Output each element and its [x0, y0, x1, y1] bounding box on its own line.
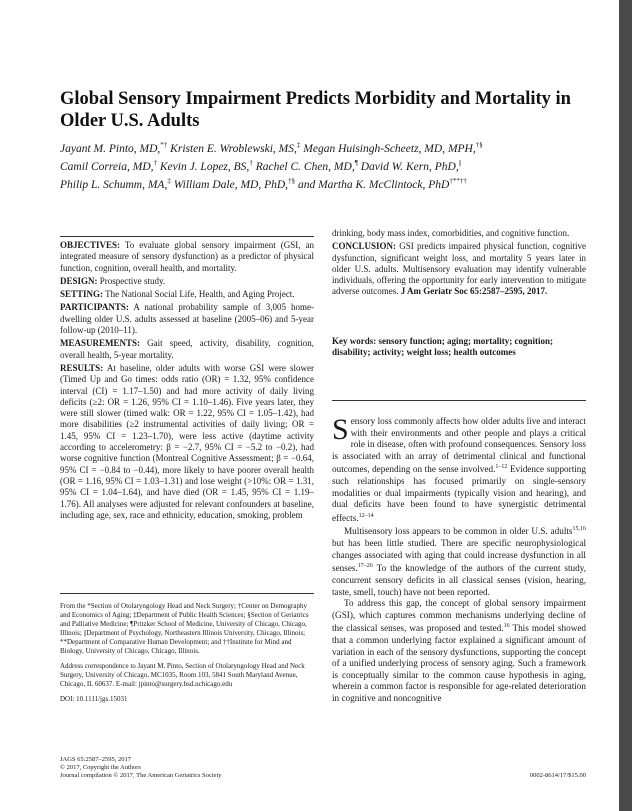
abstract-participants: PARTICIPANTS: A national probability sample of 3,005 home-dwelling older U.S. adults assessed at baseline (2005–06) and 5-year follow-up (2010–11). — [60, 302, 314, 336]
author: William Dale, MD, PhD,†§ — [173, 177, 296, 192]
author: and Martha K. McClintock, PhD†**†† — [297, 177, 467, 192]
author: Camil Correia, MD,† — [60, 159, 157, 174]
abstract-conclusion: CONCLUSION: GSI predicts impaired physical function, cognitive dysfunction, significant weight loss, and mortality 5 years later in older U.S. adults. Multisensory evaluation may identify vulnerable individuals, offering the opportunity for early intervention to mitigate adverse outcomes. J Am Geriatr Soc 65:2587–2595, 2017. — [332, 241, 586, 297]
abstract-objectives: OBJECTIVES: To evaluate global sensory impairment (GSI, an integrated measure of sensory dysfunction) as a predictor of physical function, cognition, overall health, and mortality. — [60, 240, 315, 273]
affiliation-top-rule — [60, 593, 314, 594]
paper-title: Global Sensory Impairment Predicts Morbidity and Mortality in Older U.S. Adults — [60, 89, 571, 131]
body-text — [332, 413, 586, 705]
issn-code: 0002-8614/17/$15.00 — [529, 772, 586, 779]
author: Jayant M. Pinto, MD,*† — [60, 141, 168, 155]
author: Rachel C. Chen, MD,¶ — [255, 159, 358, 174]
abstract-setting: SETTING: The National Social Life, Health, and Aging Project. — [60, 289, 295, 300]
body-paragraph: Multisensory loss appears to be common in older U.S. adults$^{15,16}$ but has been little studied. There are specific neurophysiological changes associated with aging that could increase dysfunction in all senses.$^{17-26}$ To the knowledge of the authors of the current study, concurrent sensory deficits in all classical senses (vision, hearing, taste, smell, touch) have not been reported. — [332, 526, 586, 597]
affiliation-list: From the *Section of Otolaryngology Head and Neck Surgery; †Center on Demography and Economics of Aging; ‡Department of Public Health Sciences; §Section of Geriatrics and Palliative Medicine; ¶Pritzker School of Medicine, University of Chicago, Chicago, Illinois; ||Department of Psychology, Northeastern Illinois University, Chicago, Illinois; **Department of Comparative Human Development; and ††Institute for Mind and Biology, University of Chicago, Chicago, Illinois. — [60, 602, 309, 655]
compilation-line: Journal compilation © 2017, The American Geriatrics Society — [60, 772, 222, 779]
abstract-top-rule — [60, 236, 314, 237]
abstract-right-column — [332, 228, 586, 300]
journal-footer — [60, 756, 320, 780]
abstract-measurements: MEASUREMENTS: Gait speed, activity, disability, cognition, overall health, 5-year mortality. — [60, 338, 314, 360]
abstract-results-continued: drinking, body mass index, comorbidities, and cognitive function. — [332, 228, 570, 238]
body-paragraph: To address this gap, the concept of global sensory impairment (GSI), which captures common mechanisms underlying decline of the classical senses, was proposed and tested.$^{16}$ This model showed that a common underlying factor explained a significant amount of variation in each of the sensory dysfunctions, supporting the concept of a unified underlying process of sensory aging. Such a framework is conceptually similar to the common cause hypothesis in aging, wherein a common factor is responsible for age-related deterioration in cognitive and noncognitive — [332, 598, 586, 703]
author: Kevin J. Lopez, BS,† — [159, 159, 253, 174]
viewer-background — [619, 0, 632, 811]
author-list — [60, 138, 560, 193]
affiliations — [60, 602, 314, 710]
body-paragraph: Sensory loss commonly affects how older adults live and interact with their environments and other people and plays a critical role in disease, often with profound consequences. Sensory loss is associated with an array of detrimental clinical and functional outcomes, depending on the sense involved.$^{1-12}$ Evidence supporting such relationships has focused primarily on single-sensory modalities or dual impairments (typically vision and hearing), and dual deficits have been found to have synergistic detrimental effects.$^{12-14}$ — [332, 413, 586, 523]
doi: DOI: 10.1111/jgs.15031 — [60, 695, 128, 703]
keywords: Key words: sensory function; aging; mortality; cognition; disability; activity; weight loss; health outcomes — [332, 336, 553, 358]
author: Megan Huisingh-Scheetz, MD, MPH,†§ — [303, 141, 483, 155]
journal-citation: JAGS 65:2587–2595, 2017 — [60, 756, 131, 763]
drop-cap: S — [332, 413, 349, 446]
copyright-line: © 2017, Copyright the Authors — [60, 764, 141, 771]
abstract-left-column — [60, 240, 314, 523]
keywords-bottom-rule — [332, 400, 586, 401]
author: Philip L. Schumm, MA,‡ — [60, 177, 171, 192]
abstract-design: DESIGN: Prospective study. — [60, 275, 166, 286]
author: Kristen E. Wroblewski, MS,‡ — [170, 141, 301, 155]
author: David W. Kern, PhD,|| — [360, 159, 462, 174]
abstract-results: RESULTS: At baseline, older adults with worse GSI were slower (Timed Up and Go times: odds ratio (OR) = 1.32, 95% confidence interval (CI) = 1.17–1.50) and had more activity of daily living deficits (≥2: OR = 1.26, 95% CI = 1.10–1.46). Five years later, they were still slower (timed walk: OR = 1.22, 95% CI = 1.05–1.42), had more disabilities (≥2 instrumental activities of daily living; OR = 1.45, 95% CI = 1.23–1.70), were less active (daytime activity according to accelerometry: β = −2.7, 95% CI = −5.2 to −0.2), had worse cognitive function (Montreal Cognitive Assessment; β = −0.64, 95% CI = −0.84 to −0.44), more likely to have poorer overall health (OR = 1.16, 95% CI = 1.03–1.31) and lose weight (>10%: OR = 1.31, 95% CI = 1.04–1.64), and have died (OR = 1.45, 95% CI = 1.19–1.76). All analyses were adjusted for relevant confounders at baseline, including age, sex, race and ethnicity, education, smoking, problem — [60, 362, 314, 520]
correspondence-address: Address correspondence to Jayant M. Pinto, Section of Otolaryngology Head and Neck Surgery, University of Chicago, MC1035, Room 103, 5841 South Maryland Avenue, Chicago, IL 60637. E-mail: jpinto@surgery.bsd.uchicago.edu — [60, 662, 305, 688]
